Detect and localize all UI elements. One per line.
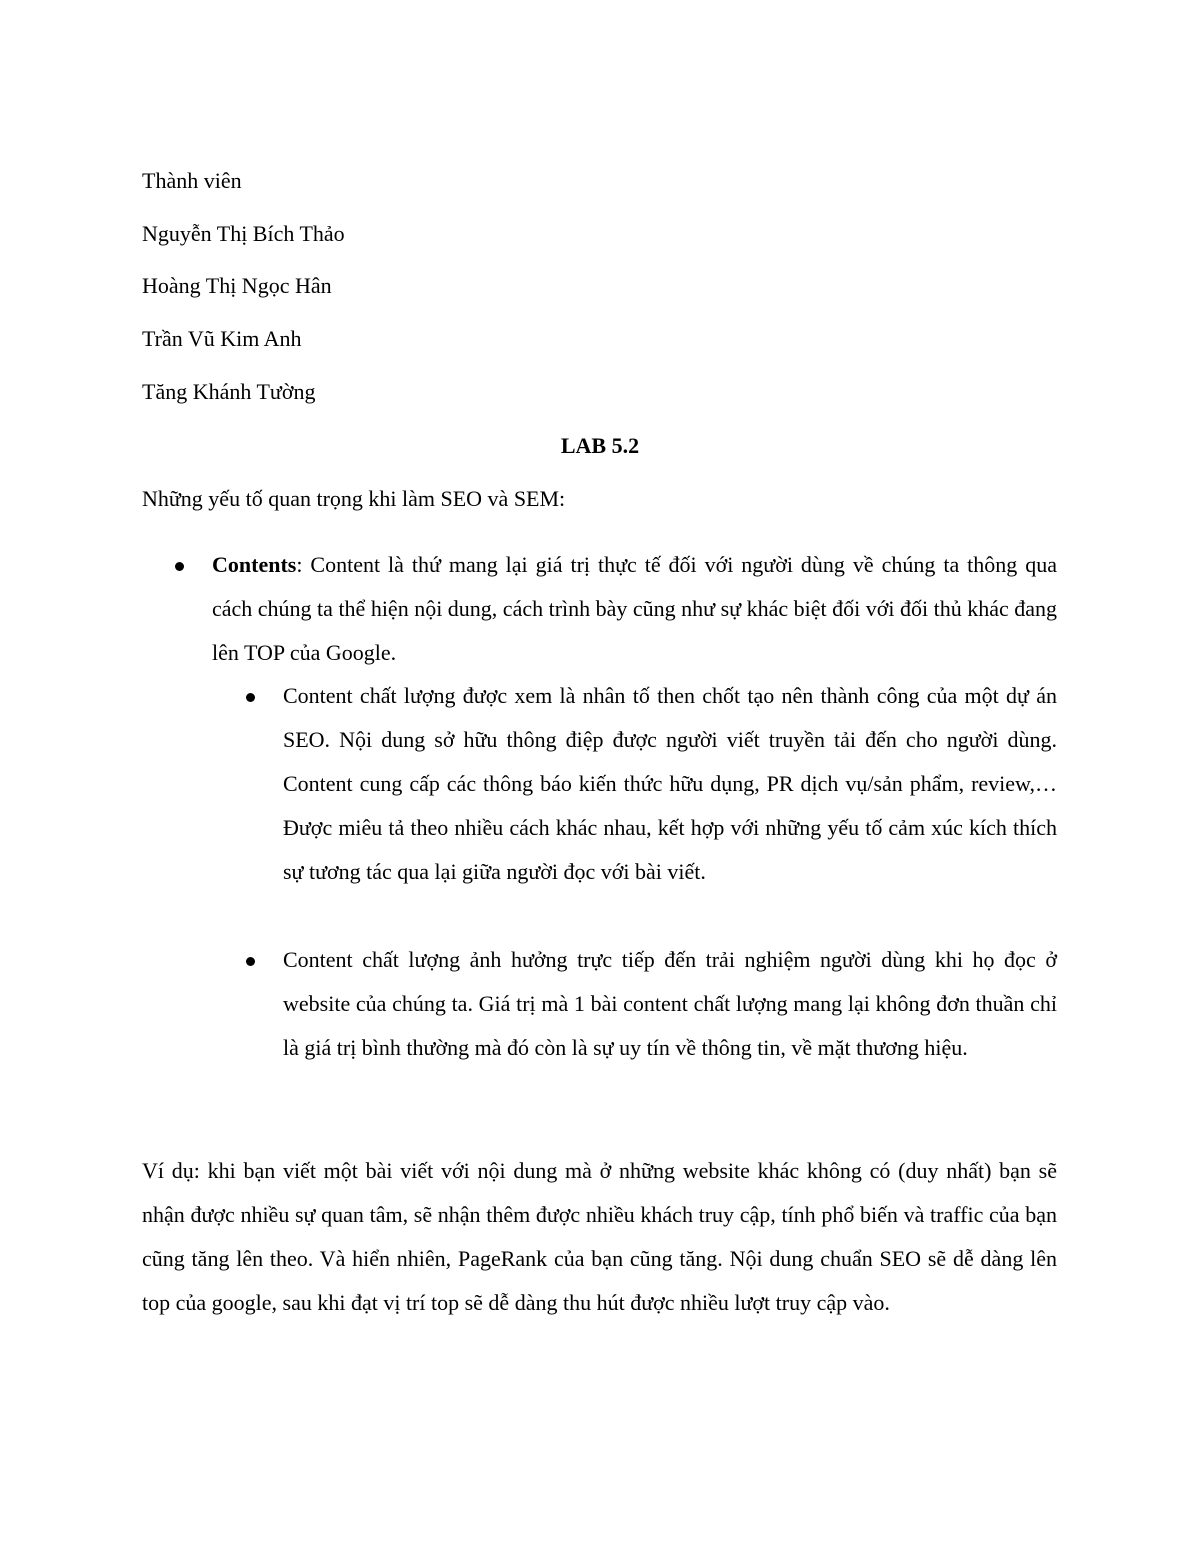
sub-bullet-2-text: Content chất lượng ảnh hưởng trực tiếp đến trải nghiệm người dùng khi họ đọc ở website của chúng ta. Giá trị mà 1 bài content chất lượng mang lại không đơn thuần chỉ là giá trị bình thường mà đó còn là sự uy tín về thông tin, về mặt thương hiệu. — [283, 947, 1057, 1060]
intro-text: Những yếu tố quan trọng khi làm SEO và SEM: — [142, 486, 566, 511]
member-name-1: Nguyễn Thị Bích Thảo — [142, 221, 345, 246]
member-name-2: Hoàng Thị Ngọc Hân — [142, 273, 332, 298]
members-heading: Thành viên — [142, 168, 242, 193]
example-paragraph: Ví dụ: khi bạn viết một bài viết với nội dung mà ở những website khác không có (duy nhất) bạn sẽ nhận được nhiều sự quan tâm, sẽ nhận thêm được nhiều khách truy cập, tính phổ biến và traffic của bạn cũng tăng lên theo. Và hiển nhiên, PageRank của bạn cũng tăng. Nội dung chuẩn SEO sẽ dễ dàng lên top của google, sau khi đạt vị trí top sẽ dễ dàng thu hút được nhiều lượt truy cập vào. — [142, 1158, 1057, 1315]
lab-title: LAB 5.2 — [560, 433, 640, 458]
main-bullet-text — [212, 543, 1057, 675]
main-bullet-body: : Content là thứ mang lại giá trị thực tế đối với người dùng về chúng ta thông qua cách chúng ta thể hiện nội dung, cách trình bày cũng như sự khác biệt đối với đối thủ khác đang lên TOP của Google. — [212, 552, 1057, 665]
bullet-icon — [246, 693, 255, 702]
bullet-icon — [175, 562, 184, 571]
main-bullet-term: Contents — [212, 552, 297, 577]
bullet-icon — [246, 957, 255, 966]
member-name-4: Tăng Khánh Tường — [142, 379, 316, 404]
member-name-3: Trần Vũ Kim Anh — [142, 326, 302, 351]
sub-bullet-1-text: Content chất lượng được xem là nhân tố then chốt tạo nên thành công của một dự án SEO. Nội dung sở hữu thông điệp được người viết truyền tải đến cho người dùng. Content cung cấp các thông báo kiến thức hữu dụng, PR dịch vụ/sản phẩm, review,… Được miêu tả theo nhiều cách khác nhau, kết hợp với những yếu tố cảm xúc kích thích sự tương tác qua lại giữa người đọc với bài viết. — [283, 683, 1057, 884]
